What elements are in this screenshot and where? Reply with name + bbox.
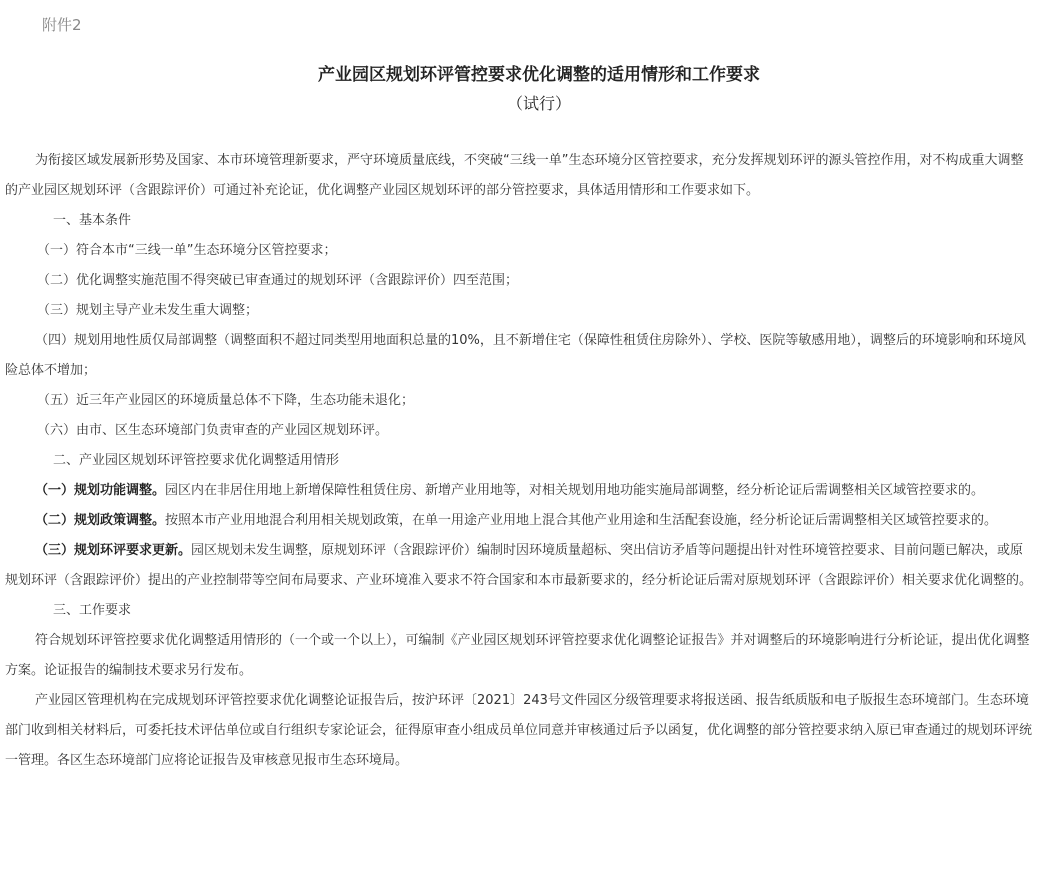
condition-item-3: （三）规划主导产业未发生重大调整；: [37, 303, 259, 318]
scenario-item-3: [5, 536, 1033, 596]
condition-item-4: （四）规划用地性质仅局部调整（调整面积不超过同类型用地面积总量的10%，且不新增住宅（保障性租赁住房除外）、学校、医院等敏感用地），调整后的环境影响和环境风险总体不增加；: [5, 333, 1026, 378]
scenario-item-1: [5, 476, 1033, 506]
section-3-heading: 三、工作要求: [53, 603, 132, 618]
intro-paragraph: 为衔接区域发展新形势及国家、本市环境管理新要求，严守环境质量底线，不突破“三线一单”生态环境分区管控要求，充分发挥规划环评的源头管控作用，对不构成重大调整的产业园区规划环评（含跟踪评价）可通过补充论证，优化调整产业园区规划环评的部分管控要求，具体适用情形和工作要求如下。: [5, 153, 1024, 198]
scenario-item-3-text: 园区规划未发生调整，原规划环评（含跟踪评价）编制时因环境质量超标、突出信访矛盾等问题提出针对性环境管控要求、目前问题已解决，或原规划环评（含跟踪评价）提出的产业控制带等空间布局要求、产业环境准入要求不符合国家和本市最新要求的，经分析论证后需对原规划环评（含跟踪评价）相关要求优化调整的。: [5, 543, 1033, 588]
scenario-item-2-title: （二）规划政策调整。: [35, 513, 166, 528]
section-1-heading: 一、基本条件: [53, 213, 132, 228]
document-subtitle: （试行）: [506, 94, 571, 113]
condition-item-2: （二）优化调整实施范围不得突破已审查通过的规划环评（含跟踪评价）四至范围；: [37, 273, 519, 288]
document-title: 产业园区规划环评管控要求优化调整的适用情形和工作要求: [318, 65, 760, 85]
scenario-item-3-title: （三）规划环评要求更新。: [35, 543, 192, 558]
scenario-item-2-text: 按照本市产业用地混合利用相关规划政策，在单一用途产业用地上混合其他产业用途和生活配套设施，经分析论证后需调整相关区域管控要求的。: [165, 513, 998, 528]
requirement-paragraph-2: 产业园区管理机构在完成规划环评管控要求优化调整论证报告后，按沪环评〔2021〕243号文件园区分级管理要求将报送函、报告纸质版和电子版报生态环境部门。生态环境部门收到相关材料后，可委托技术评估单位或自行组织专家论证会，征得原审查小组成员单位同意并审核通过后予以函复，优化调整的部分管控要求纳入原已审查通过的规划环评统一管理。各区生态环境部门应将论证报告及审核意见报市生态环境局。: [5, 693, 1033, 768]
document-body: [5, 146, 1033, 776]
scenario-item-2: [5, 506, 1033, 536]
section-2-heading: 二、产业园区规划环评管控要求优化调整适用情形: [53, 453, 340, 468]
requirement-paragraph-1: 符合规划环评管控要求优化调整适用情形的（一个或一个以上），可编制《产业园区规划环评管控要求优化调整论证报告》并对调整后的环境影响进行分析论证，提出优化调整方案。论证报告的编制技术要求另行发布。: [5, 633, 1030, 678]
scenario-item-1-title: （一）规划功能调整。: [35, 483, 166, 498]
condition-item-6: （六）由市、区生态环境部门负责审查的产业园区规划环评。: [37, 423, 389, 438]
scenario-item-1-text: 园区内在非居住用地上新增保障性租赁住房、新增产业用地等，对相关规划用地功能实施局部调整，经分析论证后需调整相关区域管控要求的。: [165, 483, 985, 498]
condition-item-5: （五）近三年产业园区的环境质量总体不下降，生态功能未退化；: [37, 393, 415, 408]
condition-item-1: （一）符合本市“三线一单”生态环境分区管控要求；: [37, 243, 337, 258]
attachment-label: 附件2: [42, 16, 82, 34]
